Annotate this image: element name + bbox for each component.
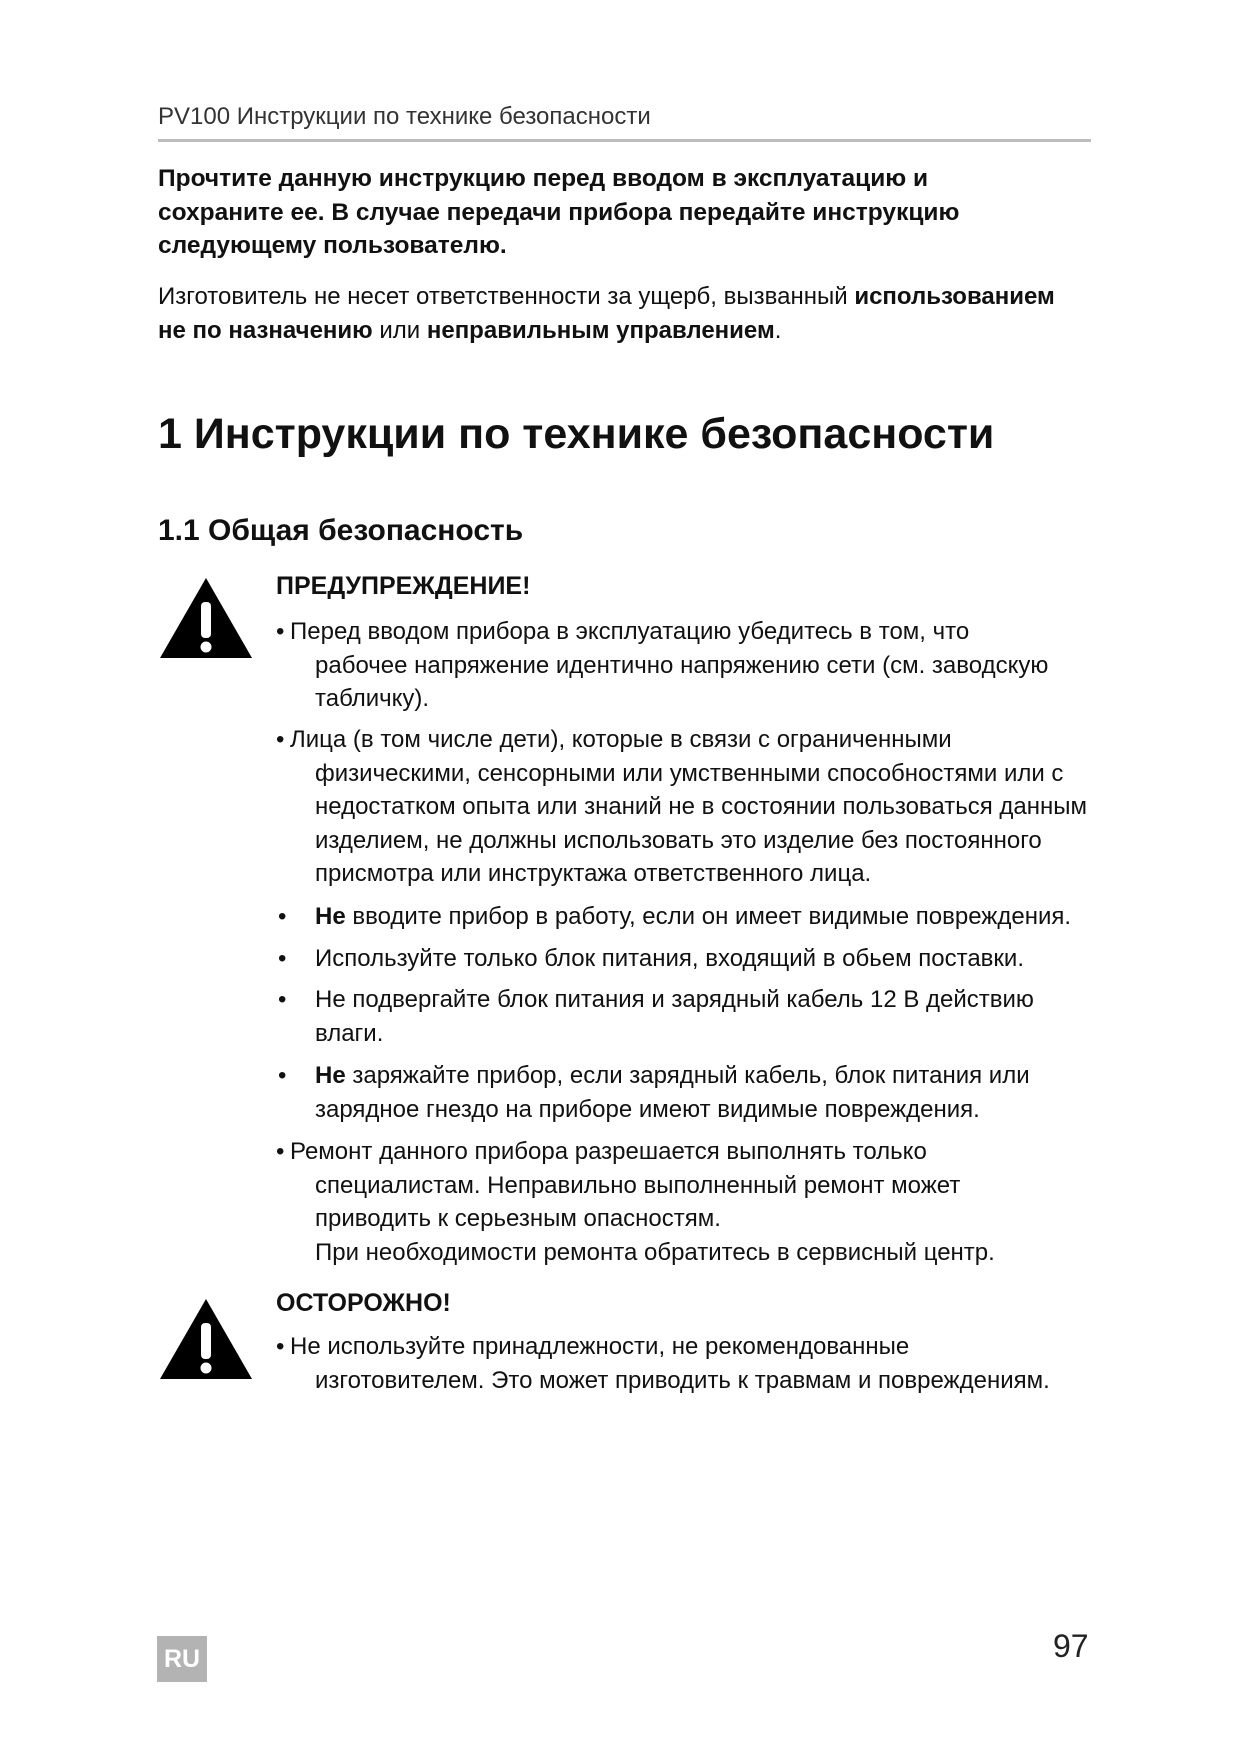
section-heading: 1 Инструкции по технике безопасности: [158, 410, 995, 458]
list-item-line: [315, 1017, 383, 1051]
text: приводить к серьезным опасностям.: [315, 1205, 721, 1233]
bold-text: не по назначению: [158, 317, 373, 344]
subsection-heading: 1.1 Общая безопасность: [158, 514, 524, 547]
text: При необходимости ремонта обратитесь в сервисный центр.: [315, 1238, 995, 1266]
caution-label: ОСТОРОЖНО!: [276, 1289, 451, 1317]
text: Изготовитель не несет ответственности за ущерб, вызванный: [158, 283, 855, 310]
text: специалистам. Неправильно выполненный ремонт может: [315, 1171, 961, 1199]
bold-text: Не: [315, 1062, 346, 1089]
text: табличку).: [315, 685, 430, 713]
list-item-line: [315, 857, 871, 891]
text: недостатком опыта или знаний не в состоянии пользоваться данным: [315, 793, 1087, 821]
text: влаги.: [315, 1019, 384, 1047]
bold-text: Не: [315, 903, 346, 930]
list-item-line: [315, 1169, 960, 1203]
text: рабочее напряжение идентично напряжению сети (см. заводскую: [315, 651, 1049, 679]
list-item-line: [315, 1202, 721, 1236]
list-item-line: [290, 1330, 909, 1364]
list-item-line: [315, 1364, 1050, 1398]
list-item-line: [315, 682, 429, 716]
text: заряжайте прибор, если зарядный кабель, блок питания или: [345, 1062, 1030, 1089]
warning-label: ПРЕДУПРЕЖДЕНИЕ!: [276, 572, 531, 600]
text: .: [774, 317, 782, 344]
list-item-line: [290, 615, 969, 649]
text: присмотра или инструктажа ответственного лица.: [315, 860, 872, 888]
text: Ремонт данного прибора разрешается выполнять только: [290, 1138, 927, 1165]
intro-line: сохраните ее. В случае передачи прибора передайте инструкцию: [158, 199, 960, 226]
intro-line: Прочтите данную инструкцию перед вводом в эксплуатацию и: [158, 165, 929, 192]
text: изделием, не должны использовать это изделие без постоянного: [315, 826, 1042, 854]
list-item-line: [315, 1059, 1030, 1093]
bullet-icon: •: [278, 945, 287, 972]
bullet-icon: •: [278, 903, 287, 930]
text: физическими, сенсорными или умственными способностями или с: [315, 759, 1064, 787]
text: Не подвергайте блок питания и зарядный кабель 12 В действию: [315, 986, 1034, 1013]
text: Перед вводом прибора в эксплуатацию убедитесь в том, что: [290, 618, 970, 645]
disclaimer-line: [158, 280, 1055, 314]
list-item-line: [315, 942, 1024, 976]
bullet-icon: •: [276, 726, 285, 753]
list-item-line: [315, 757, 1063, 791]
text: зарядное гнездо на приборе имеют видимые повреждения.: [315, 1095, 980, 1123]
text: вводите прибор в работу, если он имеет видимые повреждения.: [345, 903, 1072, 930]
running-header: PV100 Инструкции по технике безопасности: [158, 103, 651, 130]
list-item-line: [315, 1236, 995, 1270]
caution-triangle-icon: [158, 1297, 254, 1381]
disclaimer-line: [158, 314, 781, 348]
text: Лица (в том числе дети), которые в связи с ограниченными: [290, 726, 952, 753]
text: Используйте только блок питания, входящий в обьем поставки.: [315, 945, 1025, 972]
list-item-line: [315, 1093, 980, 1127]
text: изготовителем. Это может приводить к травмам и повреждениям.: [315, 1366, 1050, 1394]
bold-text: использованием: [854, 283, 1055, 310]
intro-line: следующему пользователю.: [158, 232, 507, 259]
bold-text: неправильным управлением: [426, 317, 775, 344]
list-item-line: [315, 983, 1034, 1017]
bullet-icon: •: [276, 618, 285, 645]
list-item-line: [290, 723, 952, 757]
text: Не используйте принадлежности, не рекомендованные: [290, 1333, 910, 1360]
bullet-icon: •: [276, 1333, 285, 1360]
list-item-line: [315, 790, 1087, 824]
list-item-line: [290, 1135, 927, 1169]
bullet-icon: •: [278, 986, 287, 1013]
header-rule: [158, 139, 1091, 142]
language-badge: RU: [157, 1636, 207, 1682]
list-item-line: [315, 900, 1071, 934]
warning-triangle-icon: [158, 576, 254, 660]
page-number: 97: [1053, 1628, 1089, 1664]
text: или: [372, 317, 427, 344]
bullet-icon: •: [276, 1138, 285, 1165]
list-item-line: [315, 824, 1042, 858]
bullet-icon: •: [278, 1062, 287, 1089]
list-item-line: [315, 649, 1048, 683]
